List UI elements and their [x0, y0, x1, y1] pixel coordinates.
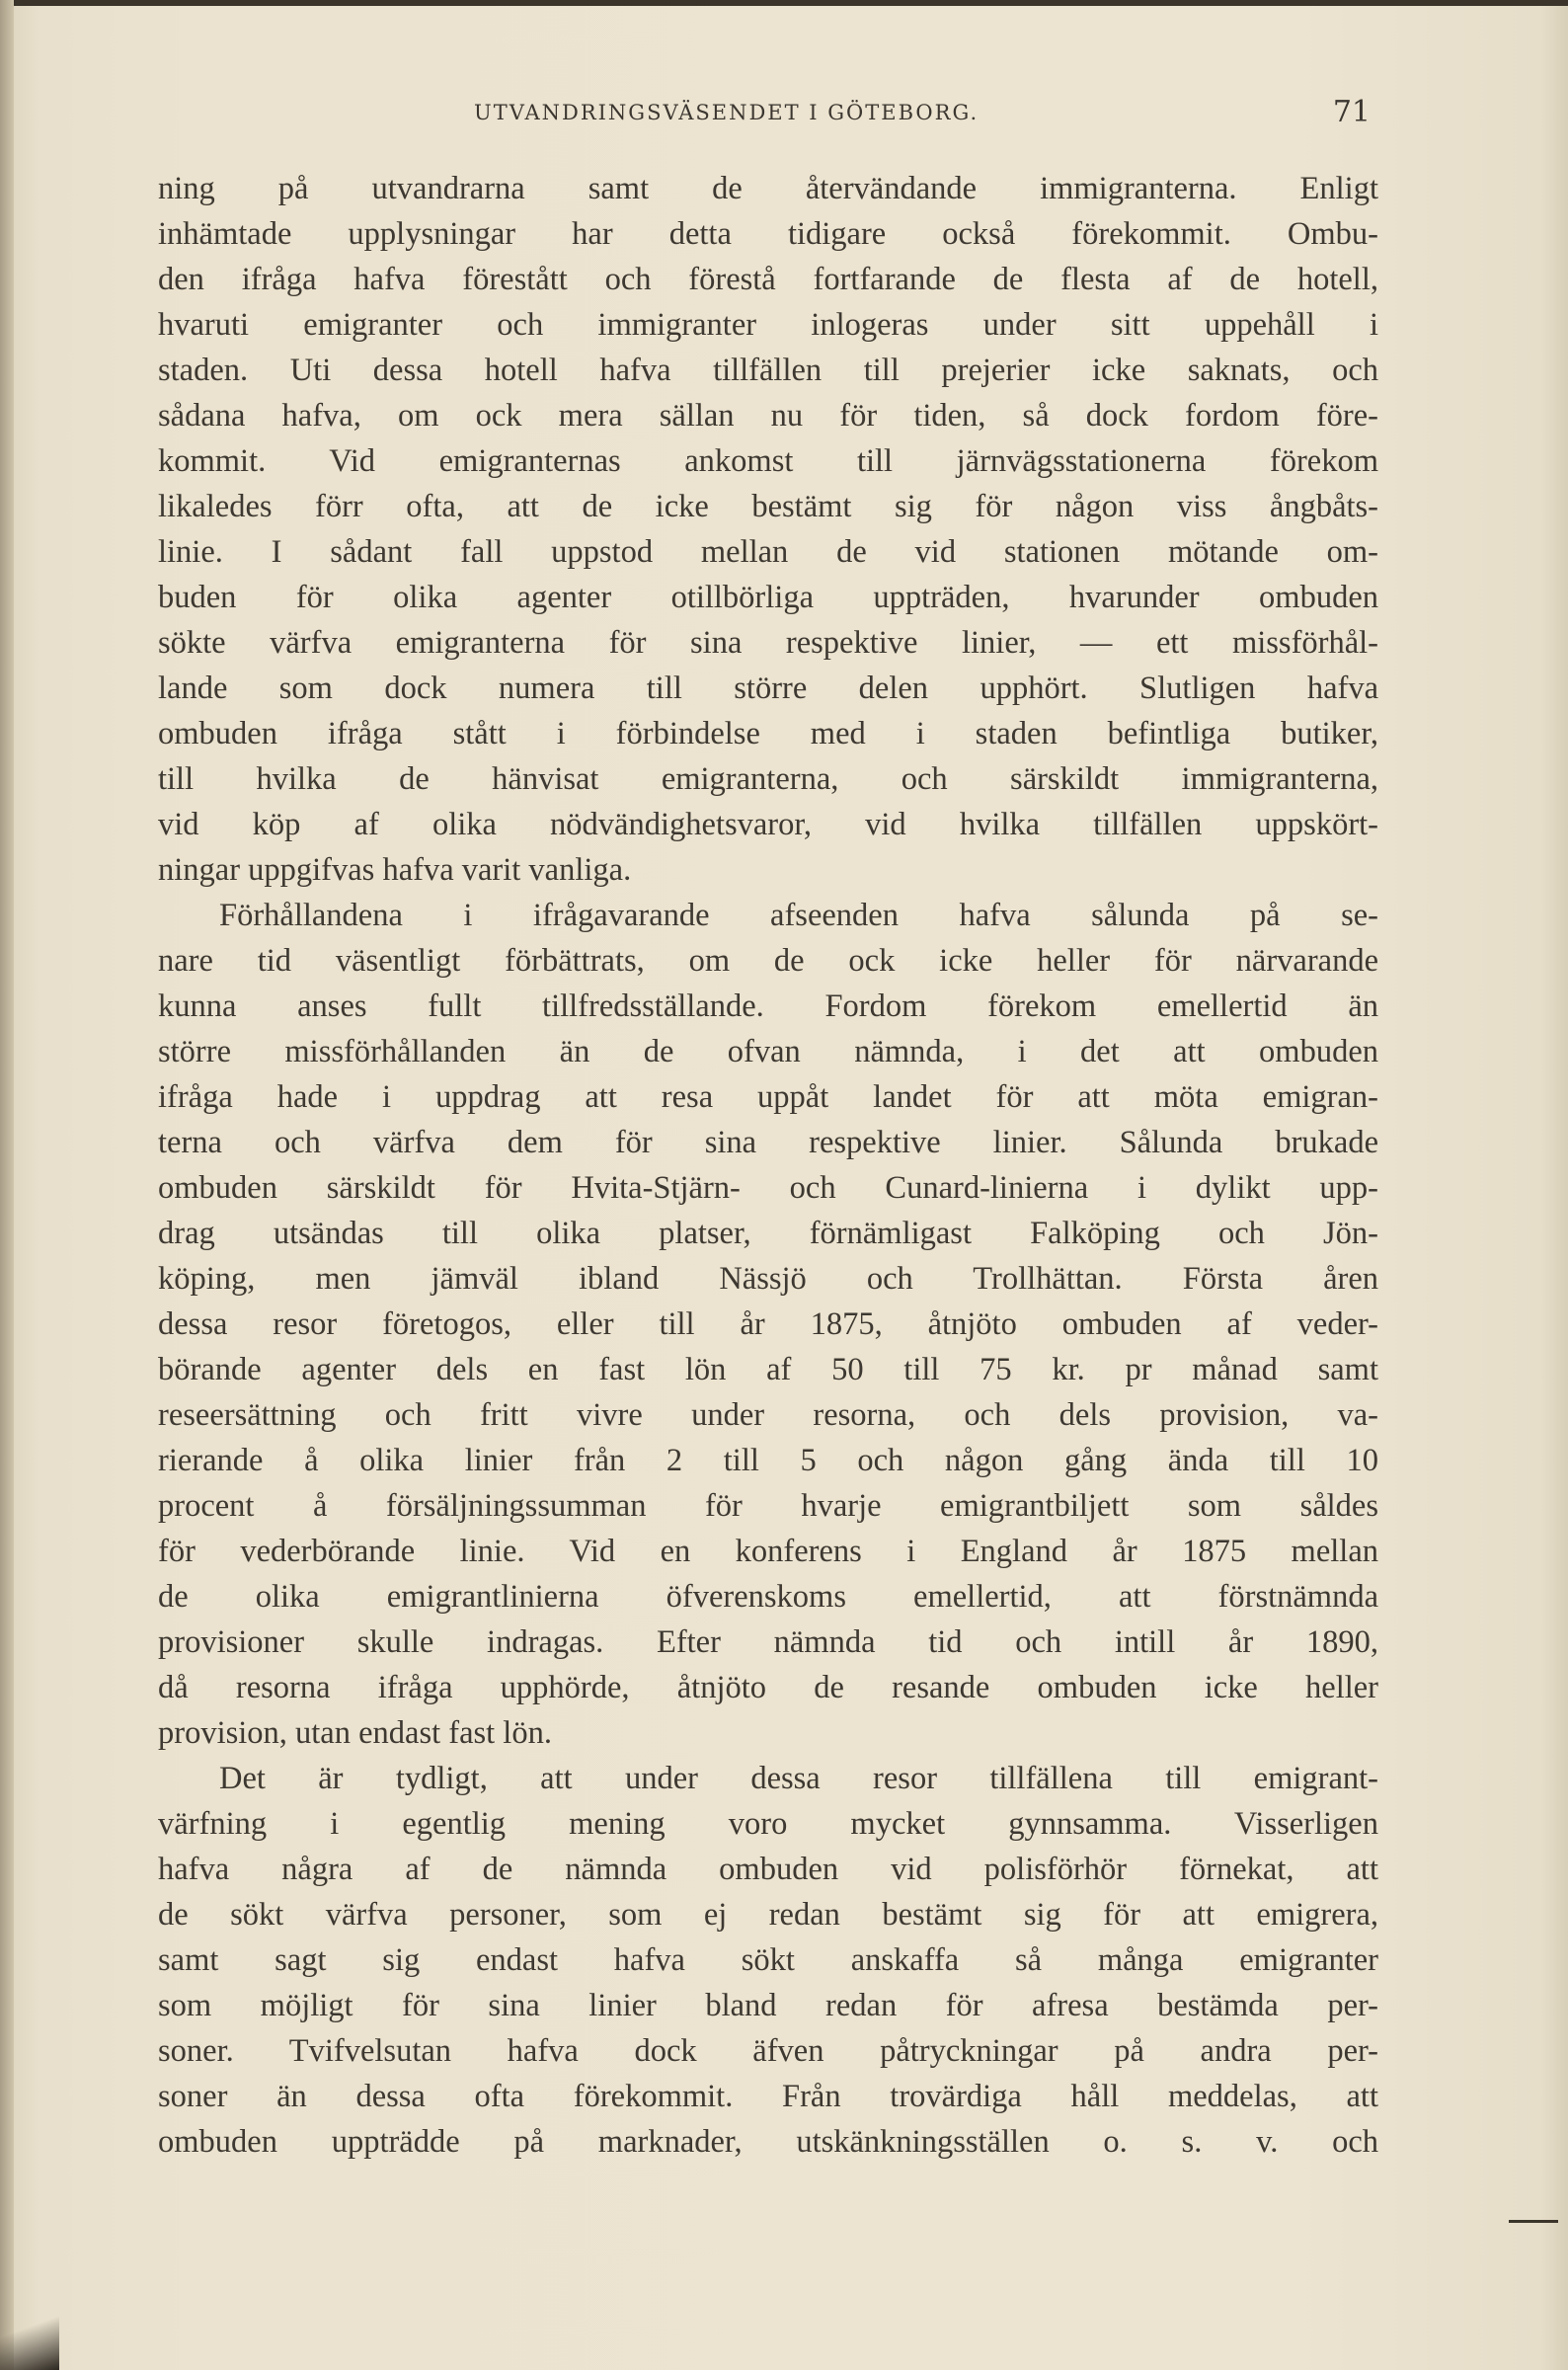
text-line: Förhållandena i ifrågavarande afseenden hafva sålunda på se-	[219, 898, 1378, 933]
text-line: för vederbörande linie. Vid en konferens i England år 1875 mellan	[158, 1534, 1378, 1569]
text-line: nare tid väsentligt förbättrats, om de ock icke heller för närvarande	[158, 943, 1378, 979]
text-line: sökte värfva emigranterna för sina respektive linier, — ett missförhål-	[158, 625, 1378, 661]
text-line: terna och värfva dem för sina respektive linier. Sålunda brukade	[158, 1125, 1378, 1160]
text-line: soner. Tvifvelsutan hafva dock äfven påtryckningar på andra per-	[158, 2033, 1378, 2069]
text-line: hafva några af de nämnda ombuden vid polisförhör förnekat, att	[158, 1852, 1378, 1887]
text-line: drag utsändas till olika platser, förnämligast Falköping och Jön-	[158, 1216, 1378, 1251]
text-line: ombuden uppträdde på marknader, utskänkningsställen o. s. v. och	[158, 2124, 1378, 2160]
text-line: rierande å olika linier från 2 till 5 och någon gång ända till 10	[158, 1443, 1378, 1478]
text-line: köping, men jämväl ibland Nässjö och Trollhättan. Första åren	[158, 1261, 1378, 1297]
page-corner-shadow	[0, 2301, 59, 2370]
running-title: UTVANDRINGSVÄSENDET I GÖTEBORG.	[474, 101, 980, 124]
text-line: som möjligt för sina linier bland redan för afresa bestämda per-	[158, 1988, 1378, 2023]
text-line: inhämtade upplysningar har detta tidigare också förekommit. Ombu-	[158, 216, 1378, 252]
text-line: värfning i egentlig mening voro mycket gynnsamma. Visserligen	[158, 1806, 1378, 1842]
top-edge-rule	[0, 0, 1568, 6]
text-line: vid köp af olika nödvändighetsvaror, vid hvilka tillfällen uppskört-	[158, 807, 1378, 842]
text-line: ning på utvandrarna samt de återvändande immigranterna. Enligt	[158, 171, 1378, 206]
text-line: reseersättning och fritt vivre under resorna, och dels provision, va-	[158, 1397, 1378, 1433]
page-gutter-shadow	[0, 0, 14, 2370]
text-line: samt sagt sig endast hafva sökt anskaffa så många emigranter	[158, 1942, 1378, 1978]
text-line: ningar uppgifvas hafva varit vanliga.	[158, 852, 632, 888]
text-line: buden för olika agenter otillbörliga uppträden, hvarunder ombuden	[158, 580, 1378, 615]
text-line: provisioner skulle indragas. Efter nämnda tid och intill år 1890,	[158, 1624, 1378, 1660]
text-line: kunna anses fullt tillfredsställande. Fordom förekom emellertid än	[158, 988, 1378, 1024]
body-text	[158, 166, 1378, 2165]
text-line: kommit. Vid emigranternas ankomst till järnvägsstationerna förekom	[158, 443, 1378, 479]
text-line: den ifråga hafva förestått och förestå fortfarande de flesta af de hotell,	[158, 262, 1378, 297]
text-line: börande agenter dels en fast lön af 50 till 75 kr. pr månad samt	[158, 1352, 1378, 1387]
text-line: de olika emigrantlinierna öfverenskoms emellertid, att förstnämnda	[158, 1579, 1378, 1615]
running-header	[158, 95, 1378, 146]
text-line: då resorna ifråga upphörde, åtnjöto de resande ombuden icke heller	[158, 1670, 1378, 1705]
text-line: Det är tydligt, att under dessa resor tillfällena till emigrant-	[219, 1761, 1378, 1796]
text-line: ifråga hade i uppdrag att resa uppåt landet för att möta emigran-	[158, 1079, 1378, 1115]
text-line: provision, utan endast fast lön.	[158, 1715, 552, 1751]
text-line: sådana hafva, om ock mera sällan nu för tiden, så dock fordom före-	[158, 398, 1378, 434]
text-line: större missförhållanden än de ofvan nämnda, i det att ombuden	[158, 1034, 1378, 1069]
text-line: staden. Uti dessa hotell hafva tillfällen till prejerier icke saknats, och	[158, 353, 1378, 388]
text-line: ombuden särskildt för Hvita-Stjärn- och Cunard-linierna i dylikt upp-	[158, 1170, 1378, 1206]
text-line: procent å försäljningssumman för hvarje emigrantbiljett som såldes	[158, 1488, 1378, 1524]
margin-mark	[1509, 2220, 1558, 2245]
page-number: 71	[1332, 95, 1371, 129]
text-line: dessa resor företogos, eller till år 1875, åtnjöto ombuden af veder-	[158, 1306, 1378, 1342]
text-line: likaledes förr ofta, att de icke bestämt sig för någon viss ångbåts-	[158, 489, 1378, 524]
text-line: till hvilka de hänvisat emigranterna, och särskildt immigranterna,	[158, 761, 1378, 797]
text-line: de sökt värfva personer, som ej redan bestämt sig för att emigrera,	[158, 1897, 1378, 1933]
text-line: lande som dock numera till större delen upphört. Slutligen hafva	[158, 671, 1378, 706]
text-line: linie. I sådant fall uppstod mellan de vid stationen mötande om-	[158, 534, 1378, 570]
text-line: soner än dessa ofta förekommit. Från trovärdiga håll meddelas, att	[158, 2079, 1378, 2114]
text-line: hvaruti emigranter och immigranter inlogeras under sitt uppehåll i	[158, 307, 1378, 343]
text-line: ombuden ifråga stått i förbindelse med i staden befintliga butiker,	[158, 716, 1378, 751]
